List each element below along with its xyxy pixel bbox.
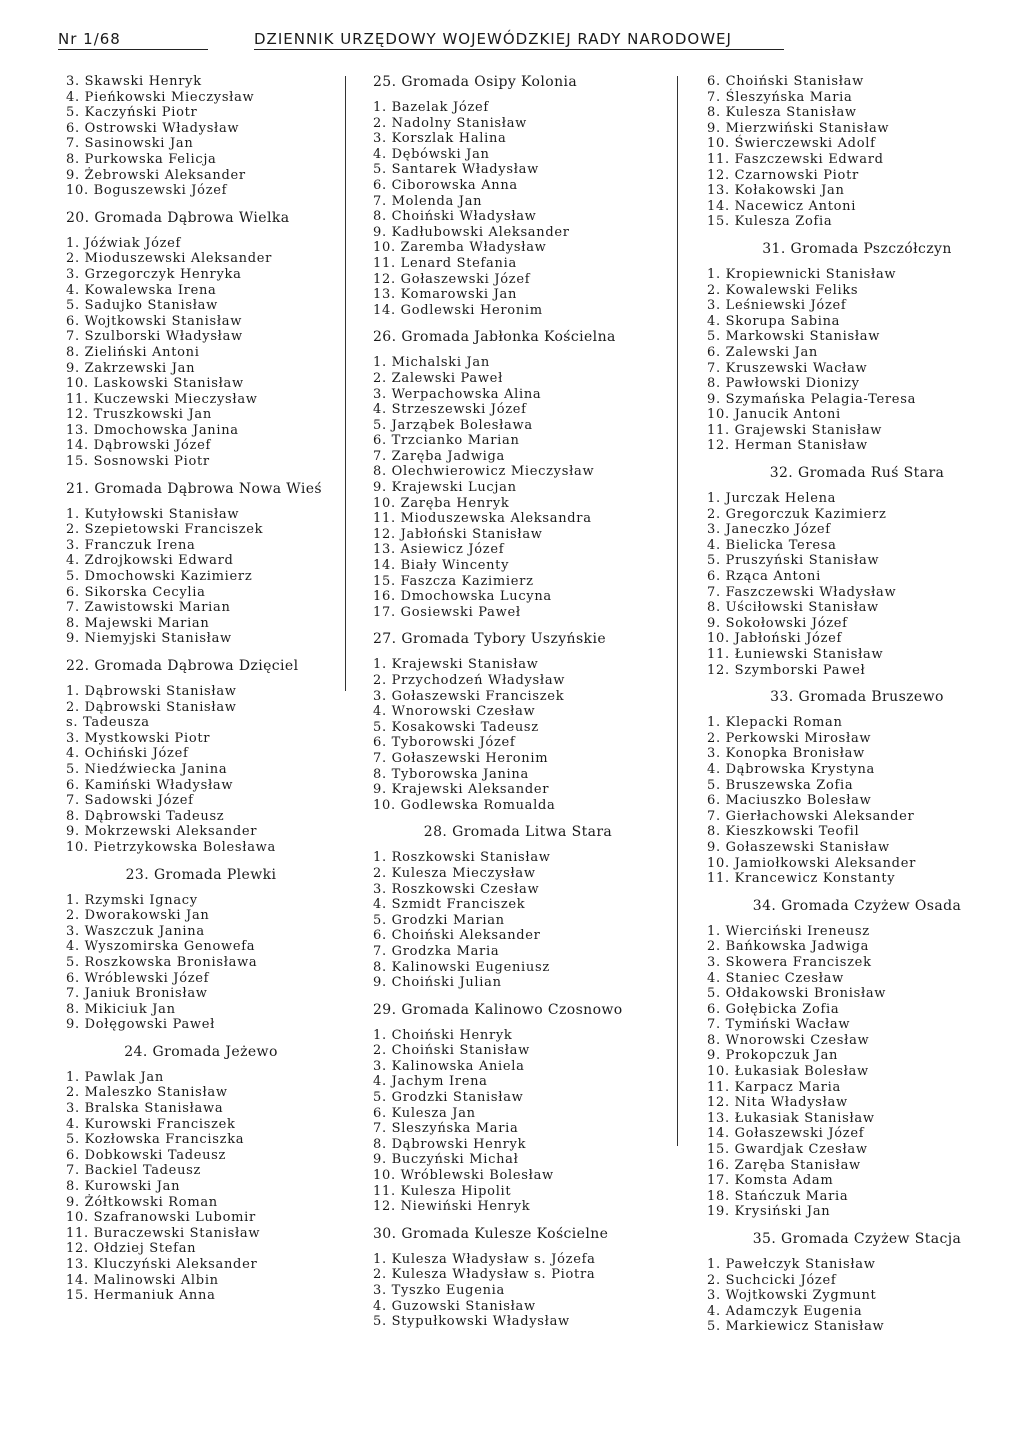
list-item: 19. Krysiński Jan [707, 1204, 831, 1220]
list-item: 1. Rzymski Ignacy [66, 892, 198, 908]
section-heading: 31. Gromada Pszczółczyn [762, 240, 952, 257]
list-item: 6. Rząca Antoni [707, 569, 821, 585]
gromada-section [66, 658, 336, 856]
list-item: 2. Kulesza Władysław s. Piotra [373, 1267, 596, 1283]
list-item: 11. Mioduszewska Aleksandra [373, 511, 592, 527]
list-item: 9. Mokrzewski Aleksander [66, 824, 258, 840]
list-item: 2. Bańkowska Jadwiga [707, 939, 870, 955]
list-item: 1. Pawlak Jan [66, 1069, 164, 1085]
list-item: 3. Waszczuk Janina [66, 923, 205, 939]
gromada-section [373, 1002, 663, 1215]
list-item: 5. Pruszyński Stanisław [707, 553, 880, 569]
list-item: 5. Markiewicz Stanisław [707, 1319, 885, 1335]
list-item: 5. Jarząbek Bolesława [373, 417, 533, 433]
gromada-section [707, 74, 1007, 230]
list-item: 5. Kozłowska Franciszka [66, 1132, 245, 1148]
issue-number: Nr 1/68 [58, 30, 208, 50]
gromada-section [707, 241, 1007, 454]
list-item: 7. Sleszyńska Maria [373, 1121, 519, 1137]
section-heading: 25. Gromada Osipy Kolonia [373, 74, 578, 90]
list-item: 3. Konopka Bronisław [707, 746, 865, 762]
list-item: 2. Kulesza Mieczysław [373, 865, 536, 881]
list-item: 3. Kalinowska Aniela [373, 1058, 525, 1074]
gromada-section [707, 465, 1007, 678]
list-item: 6. Tyborowski Józef [373, 735, 516, 751]
list-item: 8. Uściłowski Stanisław [707, 600, 879, 616]
list-item: 16. Zaręba Stanisław [707, 1157, 861, 1173]
list-item: 11. Kulesza Hipolit [373, 1183, 512, 1199]
page-header [58, 30, 828, 50]
list-item: 7. Sasinowski Jan [66, 136, 194, 152]
gromada-section [66, 481, 336, 647]
list-item: 5. Sadujko Stanisław [66, 298, 218, 314]
list-item: 11. Kuczewski Mieczysław [66, 391, 258, 407]
list-item: 2. Nadolny Stanisław [373, 115, 527, 131]
list-item: 9. Kadłubowski Aleksander [373, 224, 570, 240]
list-item: 9. Krajewski Aleksander [373, 782, 550, 798]
list-item: 9. Sokołowski Józef [707, 615, 848, 631]
list-item: 9. Żółtkowski Roman [66, 1194, 218, 1210]
column-2 [373, 74, 663, 1330]
list-item: 2. Maleszko Stanisław [66, 1085, 228, 1101]
section-heading: 24. Gromada Jeżewo [124, 1043, 278, 1060]
list-item: 1. Klepacki Roman [707, 715, 843, 731]
list-item: 1. Kutyłowski Stanisław [66, 506, 240, 522]
list-item: 13. Kluczyński Aleksander [66, 1257, 258, 1272]
list-item: 9. Mierzwiński Stanisław [707, 120, 890, 136]
section-heading: 21. Gromada Dąbrowa Nowa Wieś [66, 480, 322, 497]
list-item: 15. Sosnowski Piotr [66, 454, 210, 470]
list-item: 7. Śleszyńska Maria [707, 89, 853, 105]
section-heading: 32. Gromada Ruś Stara [769, 465, 945, 482]
list-item: 1. Kropiewnicki Stanisław [707, 266, 897, 282]
list-item: 2. Choiński Stanisław [373, 1043, 530, 1059]
journal-title: DZIENNIK URZĘDOWY WOJEWÓDZKIEJ RADY NARODOWEJ [254, 30, 784, 50]
list-item: 8. Purkowska Felicja [66, 151, 217, 167]
list-item: 1. Jurczak Helena [707, 491, 837, 507]
list-item: 2. Szepietowski Franciszek [66, 522, 264, 538]
list-item: 12. Szymborski Paweł [707, 662, 866, 678]
list-item: 6. Wróblewski Józef [66, 970, 210, 986]
list-item: 6. Wojtkowski Stanisław [66, 313, 243, 329]
list-item: 14. Malinowski Albin [66, 1272, 219, 1288]
list-item: 8. Dąbrowski Tadeusz [66, 808, 225, 824]
gromada-section [66, 210, 336, 470]
list-item: 4. Zdrojkowski Edward [66, 553, 234, 569]
list-item: 5. Kaczyński Piotr [66, 105, 198, 121]
list-item: 11. Faszczewski Edward [707, 151, 884, 167]
list-item: 8. Tyborowska Janina [373, 766, 529, 782]
list-item: 8. Dąbrowski Henryk [373, 1136, 527, 1152]
list-item: 9. Żebrowski Aleksander [66, 167, 246, 183]
list-item: 6. Trzcianko Marian [373, 433, 520, 449]
list-item: 14. Dąbrowski Józef [66, 438, 212, 454]
list-item: 1. Roszkowski Stanisław [373, 850, 551, 866]
list-item: 6. Sikorska Cecylia [66, 584, 206, 600]
column-divider [677, 76, 678, 1146]
list-item: 6. Choiński Aleksander [373, 928, 541, 944]
list-item: 9. Krajewski Lucjan [373, 480, 517, 496]
list-item: 7. Zaręba Jadwiga [373, 448, 505, 464]
list-item: 6. Choiński Stanisław [707, 74, 864, 89]
list-item: 5. Roszkowska Bronisława [66, 954, 258, 970]
list-item: 4. Dębówski Jan [373, 146, 490, 162]
list-item: 6. Dobkowski Tadeusz [66, 1147, 227, 1163]
list-item: 7. Kruszewski Wacław [707, 360, 868, 376]
list-item: 11. Łuniewski Stanisław [707, 647, 884, 662]
list-item: 6. Ciborowska Anna [373, 177, 518, 193]
list-item: 3. Grzegorczyk Henryka [66, 266, 242, 282]
gromada-section [373, 631, 663, 813]
list-item: s. Tadeusza [66, 715, 150, 731]
list-item: 1. Bazelak Józef [373, 100, 489, 115]
list-item: 4. Dąbrowska Krystyna [707, 761, 875, 777]
list-item: 3. Skawski Henryk [66, 74, 202, 89]
list-item: 12. Gołaszewski Józef [373, 271, 531, 287]
gromada-section [707, 1231, 1007, 1335]
list-item: 10. Zaremba Władysław [373, 240, 547, 256]
list-item: 3. Janeczko Józef [707, 522, 831, 538]
list-item: 3. Gołaszewski Franciszek [373, 688, 565, 704]
list-item: 4. Pieńkowski Mieczysław [66, 89, 255, 105]
list-item: 3. Werpachowska Alina [373, 386, 542, 402]
list-item: 10. Łukasiak Bolesław [707, 1064, 869, 1080]
list-item: 6. Zalewski Jan [707, 344, 818, 360]
list-item: 4. Wyszomirska Genowefa [66, 939, 256, 955]
list-item: 10. Świerczewski Adolf [707, 136, 876, 152]
section-heading: 20. Gromada Dąbrowa Wielka [66, 209, 290, 226]
list-item: 10. Laskowski Stanisław [66, 376, 244, 392]
gromada-section [373, 74, 663, 318]
gromada-section [373, 329, 663, 620]
list-item: 11. Karpacz Maria [707, 1079, 841, 1095]
list-item: 1. Kulesza Władysław s. Józefa [373, 1251, 596, 1267]
list-item: 3. Leśniewski Józef [707, 298, 847, 314]
list-item: 9. Buczyński Michał [373, 1152, 519, 1168]
list-item: 10. Pietrzykowska Bolesława [66, 839, 276, 855]
list-item: 4. Kowalewska Irena [66, 282, 217, 298]
list-item: 1. Dąbrowski Stanisław [66, 684, 237, 699]
list-item: 7. Janiuk Bronisław [66, 986, 208, 1002]
list-item: 8. Wnorowski Czesław [707, 1032, 870, 1048]
list-item: 1. Pawełczyk Stanisław [707, 1257, 876, 1272]
list-item: 14. Biały Wincenty [373, 558, 510, 574]
list-item: 13. Kołakowski Jan [707, 183, 845, 199]
list-item: 2. Kowalewski Feliks [707, 282, 859, 298]
list-item: 4. Bielicka Teresa [707, 537, 837, 553]
list-item: 8. Mikiciuk Jan [66, 1001, 176, 1017]
list-item: 4. Kurowski Franciszek [66, 1116, 236, 1132]
list-item: 6. Gołębicka Zofia [707, 1001, 840, 1017]
section-heading: 28. Gromada Litwa Stara [423, 824, 613, 841]
list-item: 9. Choiński Julian [373, 975, 502, 991]
list-item: 3. Mystkowski Piotr [66, 730, 211, 746]
list-item: 8. Choiński Władysław [373, 209, 537, 225]
list-item: 2. Gregorczuk Kazimierz [707, 506, 887, 522]
column-3 [707, 74, 1007, 1335]
list-item: 7. Gołaszewski Heronim [373, 750, 549, 766]
gromada-section [373, 1226, 663, 1330]
list-item: 11. Krancewicz Konstanty [707, 871, 896, 887]
list-item: 9. Gołaszewski Stanisław [707, 839, 890, 855]
list-item: 12. Truszkowski Jan [66, 407, 212, 423]
list-item: 7. Gierłachowski Aleksander [707, 808, 915, 824]
list-item: 9. Prokopczuk Jan [707, 1048, 839, 1064]
list-item: 5. Markowski Stanisław [707, 329, 881, 345]
list-item: 5. Grodzki Marian [373, 912, 505, 928]
list-item: 1. Choiński Henryk [373, 1027, 513, 1043]
list-item: 6. Maciuszko Bolesław [707, 793, 872, 809]
list-item: 15. Faszcza Kazimierz [373, 573, 534, 589]
list-item: 2. Mioduszewski Aleksander [66, 251, 273, 267]
list-item: 5. Santarek Władysław [373, 162, 539, 178]
list-item: 8. Majewski Marian [66, 615, 210, 631]
list-item: 7. Sadowski Józef [66, 793, 194, 809]
list-item: 8. Pawłowski Dionizy [707, 376, 860, 392]
list-item: 4. Wnorowski Czesław [373, 704, 536, 720]
list-item: 4. Staniec Czesław [707, 970, 844, 986]
section-heading: 33. Gromada Bruszewo [770, 689, 944, 706]
list-item: 8. Kieszkowski Teofil [707, 824, 860, 840]
list-item: 1. Jóźwiak Józef [66, 235, 182, 251]
list-item: 15. Hermaniuk Anna [66, 1288, 216, 1304]
list-item: 10. Zaręba Henryk [373, 495, 510, 511]
list-item: 11. Grajewski Stanisław [707, 422, 883, 438]
list-item: 7. Faszczewski Władysław [707, 584, 897, 600]
list-item: 3. Korszlak Halina [373, 131, 507, 147]
list-item: 17. Gosiewski Paweł [373, 604, 521, 620]
list-item: 12. Ołdziej Stefan [66, 1241, 197, 1257]
list-item: 8. Kalinowski Eugeniusz [373, 959, 550, 975]
list-item: 2. Przychodzeń Władysław [373, 673, 566, 688]
list-item: 10. Boguszewski Józef [66, 183, 228, 199]
gromada-section [707, 898, 1007, 1220]
list-item: 1. Krajewski Stanisław [373, 657, 539, 673]
list-item: 9. Niemyjski Stanisław [66, 631, 232, 647]
list-item: 15. Kulesza Zofia [707, 214, 833, 230]
gromada-section [66, 74, 336, 199]
list-item: 9. Zakrzewski Jan [66, 360, 196, 376]
list-item: 6. Kamiński Władysław [66, 777, 234, 793]
list-item: 4. Guzowski Stanisław [373, 1298, 536, 1314]
gromada-section [66, 867, 336, 1033]
list-item: 12. Czarnowski Piotr [707, 167, 859, 183]
list-item: 7. Grodzka Maria [373, 943, 500, 959]
list-item: 5. Ołdakowski Bronisław [707, 986, 887, 1002]
list-item: 10. Wróblewski Bolesław [373, 1168, 554, 1184]
section-heading: 29. Gromada Kalinowo Czosnowo [373, 1001, 623, 1018]
list-item: 10. Szafranowski Lubomir [66, 1210, 256, 1226]
list-item: 1. Wierciński Ireneusz [707, 923, 870, 939]
list-item: 3. Bralska Stanisława [66, 1101, 224, 1117]
list-item: 12. Nita Władysław [707, 1095, 848, 1111]
section-heading: 26. Gromada Jabłonka Kościelna [373, 329, 616, 346]
list-item: 13. Łukasiak Stanisław [707, 1110, 875, 1126]
list-item: 3. Franczuk Irena [66, 537, 196, 553]
list-item: 6. Kulesza Jan [373, 1105, 476, 1121]
list-item: 7. Tymiński Wacław [707, 1017, 851, 1033]
section-heading: 30. Gromada Kulesze Kościelne [373, 1225, 609, 1242]
list-item: 8. Kurowski Jan [66, 1179, 181, 1195]
list-item: 8. Olechwierowicz Mieczysław [373, 464, 595, 480]
list-item: 18. Stańczuk Maria [707, 1188, 849, 1204]
list-item: 1. Michalski Jan [373, 355, 490, 371]
list-item: 4. Jachym Irena [373, 1074, 488, 1090]
gromada-section [707, 689, 1007, 887]
column-divider [345, 76, 346, 691]
list-item: 5. Bruszewska Zofia [707, 777, 854, 793]
list-item: 9. Szymańska Pelagia-Teresa [707, 391, 917, 407]
list-item: 14. Nacewicz Antoni [707, 198, 857, 214]
section-heading: 27. Gromada Tybory Uszyńskie [373, 631, 607, 648]
column-1 [66, 74, 336, 1304]
list-item: 8. Zieliński Antoni [66, 344, 200, 360]
list-item: 5. Dmochowski Kazimierz [66, 569, 253, 585]
list-item: 5. Stypułkowski Władysław [373, 1314, 570, 1330]
list-item: 12. Niewiński Henryk [373, 1199, 531, 1215]
section-heading: 23. Gromada Plewki [125, 866, 277, 883]
list-item: 10. Jamiołkowski Aleksander [707, 855, 917, 871]
list-item: 12. Jabłoński Stanisław [373, 526, 543, 542]
gromada-section [66, 1044, 336, 1304]
list-item: 10. Jabłoński Józef [707, 631, 843, 647]
list-item: 16. Dmochowska Lucyna [373, 589, 552, 605]
list-item: 2. Dąbrowski Stanisław [66, 699, 237, 715]
list-item: 7. Szulborski Władysław [66, 329, 243, 345]
section-heading: 35. Gromada Czyżew Stacja [752, 1231, 962, 1247]
list-item: 7. Molenda Jan [373, 193, 483, 209]
section-heading: 34. Gromada Czyżew Osada [752, 897, 962, 914]
list-item: 10. Janucik Antoni [707, 407, 841, 423]
list-item: 13. Dmochowska Janina [66, 422, 239, 438]
list-item: 7. Backiel Tadeusz [66, 1163, 202, 1179]
list-item: 13. Komarowski Jan [373, 287, 518, 303]
list-item: 4. Ochiński Józef [66, 746, 189, 762]
list-item: 10. Godlewska Romualda [373, 797, 556, 813]
section-heading: 22. Gromada Dąbrowa Dzięciel [66, 658, 299, 674]
list-item: 2. Zalewski Paweł [373, 370, 503, 386]
list-item: 12. Herman Stanisław [707, 438, 868, 454]
list-item: 2. Suchcicki Józef [707, 1272, 837, 1288]
list-item: 7. Zawistowski Marian [66, 600, 231, 616]
list-item: 3. Roszkowski Czesław [373, 881, 540, 897]
list-item: 11. Lenard Stefania [373, 255, 517, 271]
list-item: 3. Skowera Franciszek [707, 954, 872, 970]
list-item: 3. Tyszko Eugenia [373, 1283, 505, 1298]
list-item: 5. Grodzki Stanisław [373, 1090, 524, 1106]
list-item: 14. Gołaszewski Józef [707, 1126, 865, 1142]
list-item: 4. Skorupa Sabina [707, 313, 841, 329]
list-item: 2. Perkowski Mirosław [707, 730, 872, 746]
list-item: 4. Strzeszewski Józef [373, 402, 527, 418]
list-item: 14. Godlewski Heronim [373, 302, 543, 318]
list-item: 13. Asiewicz Józef [373, 542, 505, 558]
list-item: 8. Kulesza Stanisław [707, 105, 857, 121]
list-item: 6. Ostrowski Władysław [66, 120, 240, 136]
list-item: 2. Dworakowski Jan [66, 908, 210, 924]
list-item: 11. Buraczewski Stanisław [66, 1225, 261, 1241]
list-item: 5. Niedźwiecka Janina [66, 761, 228, 777]
list-item: 3. Wojtkowski Zygmunt [707, 1288, 877, 1304]
list-item: 9. Dołęgowski Paweł [66, 1017, 216, 1033]
list-item: 17. Komsta Adam [707, 1173, 834, 1189]
list-item: 4. Adamczyk Eugenia [707, 1303, 863, 1319]
list-item: 4. Szmidt Franciszek [373, 897, 526, 913]
list-item: 15. Gwardjak Czesław [707, 1142, 868, 1158]
list-item: 5. Kosakowski Tadeusz [373, 719, 539, 735]
gromada-section [373, 824, 663, 990]
